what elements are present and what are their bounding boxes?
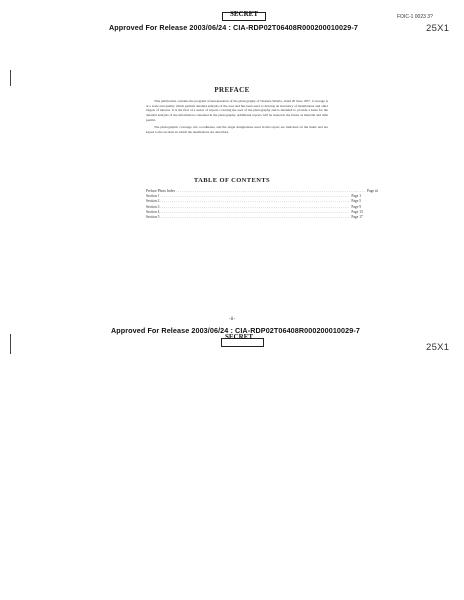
preface-paragraph-2: The photographic coverage, the coordinates, and the target designations used in this report are indicated on the index and are keyed to the sections in which the installations are described. — [146, 125, 328, 134]
release-line-top: Approved For Release 2003/06/24 : CIA-RDP02T06408R000200010029-7 — [109, 23, 358, 32]
classification-marking-top: SECRET — [230, 10, 259, 18]
toc-row-label: Section 3 — [146, 204, 160, 209]
preface-paragraph-1: This publication contains the program of interpretation of the photography of Western Siberia, dated 20 June 1957. Coverage is at a scale and quality which permits detailed analysis of the area and has been used to develop an inventory of installations and other targets of interest. It is the first of a series of reports covering the area of the photography and is intended to provide a basis for the detailed analysis of the information contained in the photography. Additional reports will be issued in the future as material and time permit. — [146, 99, 328, 122]
preface-body — [146, 99, 328, 135]
toc-title: TABLE OF CONTENTS — [193, 177, 271, 184]
toc-row-page: Page 1 — [351, 194, 362, 199]
toc-row-label: Section 1 — [146, 194, 160, 199]
toc-row: Section 5 .................................................................................................... Page 17 — [146, 215, 363, 220]
toc-row-label: Section 4 — [146, 209, 160, 214]
toc-row: Section 2 .................................................................................................... Page 5 — [146, 199, 362, 204]
toc-row: Section 3 .................................................................................................... Page 9 — [146, 204, 362, 209]
release-line-bottom: Approved For Release 2003/06/24 : CIA-RDP02T06408R000200010029-7 — [111, 326, 360, 335]
side-code-top: 25X1 — [426, 23, 450, 34]
toc-row: Section 4 .................................................................................................... Page 13 — [146, 209, 363, 214]
toc-row-label: Preface Photo Index — [146, 189, 176, 193]
left-edge-mark-1 — [10, 70, 11, 86]
toc-row: Section 1 .................................................................................................... Page 1 — [146, 194, 362, 199]
classification-marking-bottom: SECRET — [225, 333, 254, 341]
toc-list — [146, 189, 378, 220]
left-edge-mark-2 — [10, 334, 11, 354]
document-control-number: FOIC-1 0023 3? — [397, 14, 433, 20]
toc-row-page: Page 9 — [351, 204, 362, 209]
toc-row-page: Page 5 — [351, 199, 362, 204]
toc-row-label: Section 5 — [146, 215, 160, 220]
side-code-bottom: 25X1 — [426, 342, 450, 353]
toc-row-page: Page 13 — [351, 209, 363, 214]
toc-row: Preface Photo Index .................................................................................................... Page iii — [146, 189, 378, 193]
toc-row-page: Page iii — [366, 189, 378, 193]
preface-title: PREFACE — [214, 86, 250, 94]
page-number: -ii- — [228, 317, 236, 322]
toc-row-page: Page 17 — [351, 215, 363, 220]
toc-row-label: Section 2 — [146, 199, 160, 204]
